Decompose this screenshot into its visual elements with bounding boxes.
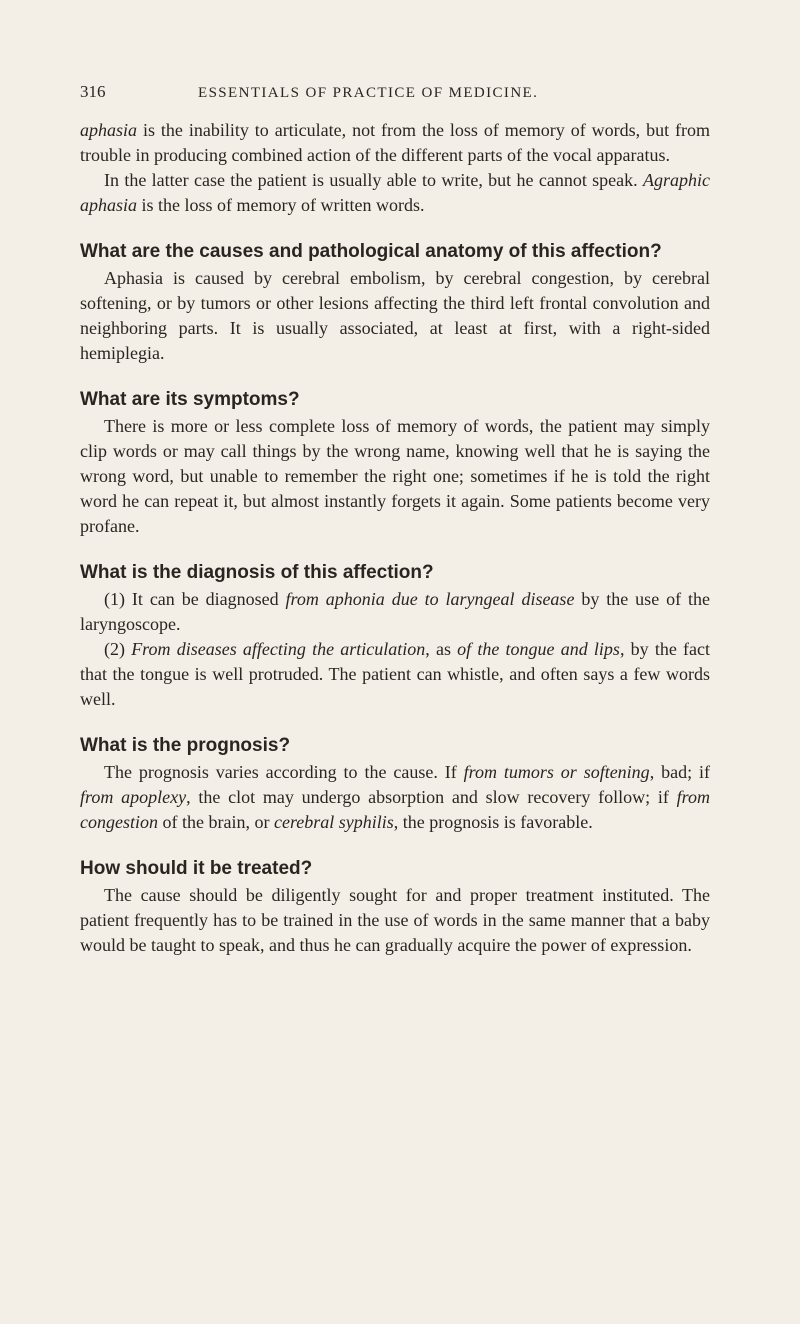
page-number: 316 — [80, 82, 106, 101]
intro-text: is the inability to articulate, not from the loss of memory of words, but from trouble in producing combined action of the different parts of the vocal apparatus. — [80, 120, 710, 165]
page-header — [80, 82, 720, 108]
section-answer: The cause should be diligently sought for and proper treatment instituted. The patient frequently has to be trained in the use of words in the same manner that a baby would be taught to speak, and thus he can gradually acquire the power of expression. — [80, 885, 710, 955]
intro-paragraph-2 — [80, 168, 710, 218]
answer-text: (1) It can be diagnosed — [104, 589, 286, 609]
answer-italic: of the tongue and lips — [457, 639, 620, 659]
answer-text: of the brain, or — [158, 812, 274, 832]
section-question: What is the prognosis? — [80, 735, 291, 756]
diagnosis-item-1 — [80, 587, 710, 637]
answer-text: , by the fact that the tongue is well protruded. The patient can whistle, and often says a few words well. — [80, 639, 710, 709]
section-question: What is the diagnosis of this affection? — [80, 562, 434, 583]
section-symptoms — [80, 388, 710, 539]
section-treatment — [80, 857, 710, 958]
intro-text: In the latter case the patient is usually able to write, but he cannot speak. — [104, 170, 643, 190]
answer-italic: cerebral syphilis — [273, 812, 394, 832]
intro-italic-term: Agraphic aphasia — [80, 170, 710, 215]
intro-text: is the loss of memory of written words. — [137, 195, 425, 215]
answer-italic: from apoplexy — [80, 787, 187, 807]
answer-text: , as — [425, 639, 458, 659]
diagnosis-item-2 — [80, 637, 710, 712]
section-question: How should it be treated? — [80, 858, 313, 879]
page-body — [80, 118, 710, 958]
section-causes — [80, 240, 710, 366]
intro-italic-term: aphasia — [80, 120, 138, 140]
answer-italic: From diseases affecting the articulation — [131, 639, 426, 659]
section-answer: Aphasia is caused by cerebral embolism, by cerebral congestion, by cerebral softening, or by tumors or other lesions affecting the third left frontal convolution and neighboring parts. It is usually associated, at least at first, with a right-sided hemiplegia. — [80, 268, 710, 363]
section-answer — [80, 760, 710, 835]
section-diagnosis — [80, 561, 710, 712]
section-question: What are its symptoms? — [80, 389, 300, 410]
section-question: What are the causes and pathological anatomy of this affection? — [80, 241, 662, 262]
answer-text: (2) — [104, 639, 132, 659]
answer-text: , bad; if — [649, 762, 710, 782]
answer-italic: from aphonia due to laryngeal disease — [285, 589, 575, 609]
answer-text: The prognosis varies according to the cause. If — [104, 762, 464, 782]
running-head: ESSENTIALS OF PRACTICE OF MEDICINE. — [198, 85, 539, 101]
intro-paragraph-1 — [80, 118, 710, 168]
answer-text: by the use of the laryngoscope. — [80, 589, 711, 634]
answer-text: , the prognosis is favorable. — [393, 812, 593, 832]
section-answer: There is more or less complete loss of memory of words, the patient may simply clip words or may call things by the wrong name, knowing well that he is saying the wrong word, but unable to remember the right one; sometimes if he is told the right word he can repeat it, but almost instantly forgets it again. Some patients become very profane. — [80, 416, 710, 536]
answer-italic: from tumors or softening — [463, 762, 650, 782]
answer-text: , the clot may undergo absorption and slow recovery follow; if — [186, 787, 677, 807]
answer-italic: from congestion — [80, 787, 711, 832]
section-prognosis — [80, 734, 710, 835]
